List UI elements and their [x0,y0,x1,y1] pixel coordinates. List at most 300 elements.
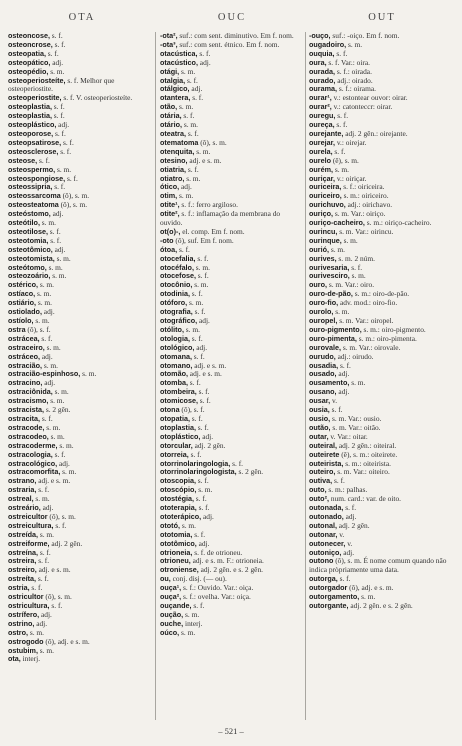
entry-definition: s. m. [179,66,196,76]
entry-headword: otário, [160,120,182,130]
entry-headword: ototomia, [160,529,193,539]
entry-definition: adj. 2 gên. e s. 2 gên. [198,565,263,575]
entry-headword: outão, [309,422,331,432]
entry-headword: osteopático, [8,57,51,67]
entry-headword: ouça¹, [160,583,182,593]
entry-definition: s. m. [52,387,69,397]
entry-headword: outorgante, [309,601,349,610]
entry-definition: s. f. [189,413,203,423]
entry-headword: outeiro, [309,467,336,477]
entry-definition: s. m. [179,520,196,530]
entry-headword: outoniço, [309,547,342,557]
entry-definition: conj. disj. (— ou). [170,574,227,584]
entry-headword: ouregu, [309,111,336,121]
entry-headword: ostubim, [8,645,38,655]
entry-headword: -ouço, [309,32,331,40]
entry-definition: s. m. [183,609,200,619]
entry-headword: ouriceiro, [309,191,342,201]
entry-headword: otorreia, [160,449,189,459]
dictionary-entry [8,655,153,664]
entry-definition: s. f. [177,244,190,254]
entry-definition: adj. 2 gên. [192,440,226,450]
entry-headword: ostracismo, [8,396,49,406]
entry-headword: ostíaco, [8,289,36,299]
entry-headword: outo², [309,494,329,504]
entry-headword: otim, [160,191,178,201]
entry-definition: s. f. [36,556,50,566]
entry-headword: ourichuvo, [309,200,346,210]
entry-headword: ouriço-cacheiro, [309,218,365,228]
entry-headword: ostricultor [8,592,44,602]
entry-headword: ótico, [160,182,180,192]
entry-headword: outorgamento, [309,592,360,602]
entry-definition: adj. e s. m. [36,565,71,575]
entry-definition: s. f. [47,226,61,236]
entry-definition: s. m. Var.: oirincu. [337,226,394,236]
entry-headword: osteossipria, [8,182,53,192]
entry-definition: v.: oiriçar. [334,173,367,183]
entry-headword: ougadoiro, [309,39,347,49]
entry-headword: ot(o)-, [160,226,181,236]
entry-headword: ostro, [8,627,28,637]
entry-definition: s. f. [45,48,59,58]
entry-headword: ourives, [309,253,337,263]
entry-headword: ostrino, [8,618,35,628]
entry-headword: otona [160,405,180,415]
entry-definition: s. m. [41,360,58,370]
entry-definition: adv. mod.: oiro-fio. [338,298,398,308]
entry-headword: otocefalia, [160,253,196,263]
entry-headword: ostráceo, [8,351,40,361]
entry-headword: ostracologia, [8,449,53,459]
entry-headword: otária, [160,111,182,121]
entry-headword: outonecer, [309,538,346,548]
entry-headword: otografia, [160,307,193,317]
entry-headword: ouche, [160,618,184,628]
header-left: OTA [68,12,96,23]
entry-headword: ostracode, [8,422,45,432]
entry-definition: s. f. [332,476,345,486]
entry-headword: osteótomo, [8,262,47,272]
entry-definition: s. f.: oirada. [334,66,372,76]
entry-headword: otombeira, [160,387,197,397]
entry-definition: s. m. [333,307,350,317]
entry-headword: osteopsatirose, [8,137,62,147]
entry-definition: s. f.: oiriceira. [341,182,385,192]
entry-headword: ostracomorfita, [8,467,61,477]
entry-headword: ousio, [309,413,331,423]
entry-headword: otostégia, [160,494,194,504]
entry-headword: ouro-pimenta, [309,333,357,343]
entry-headword: ourelo [309,155,331,165]
entry-headword: osteose, [8,155,38,165]
entry-headword: osteoncose, [8,32,50,40]
entry-definition: s. f. [195,476,209,486]
entry-headword: osteóstomo, [8,209,51,219]
entry-headword: osteossarcoma [8,191,61,201]
column-1 [8,32,153,720]
entry-definition: s. m. [80,369,97,379]
entry-definition: adj. [341,547,355,557]
entry-headword: ostiolado, [8,307,42,317]
entry-headword: otomicose, [160,396,198,406]
entry-headword: ourejar, [309,137,335,147]
entry-headword: ousar, [309,396,331,406]
entry-headword: ouça², [160,592,182,602]
entry-headword: osteospermo, [8,164,56,174]
entry-headword: ourejante, [309,128,344,138]
entry-definition: adj. e s. m. F.: otrioneia. [190,556,264,566]
entry-headword: ousadia, [309,360,339,370]
entry-definition: s. m. [181,120,198,130]
entry-headword: ótoa, [160,244,178,254]
entry-headword: otomão, [160,369,188,379]
entry-definition: adj. [189,84,203,94]
entry-headword: ostra [8,324,26,334]
entry-definition: s. f. [35,574,49,584]
entry-definition: s. m. [346,39,363,49]
entry-headword: otacústica, [160,48,198,58]
entry-headword: ostraceiro, [8,342,45,352]
entry-headword: otiatria, [160,164,186,174]
entry-definition: num. card.: var. de oito. [328,494,402,504]
running-headers [0,12,462,26]
entry-headword: otoscópio, [160,485,197,495]
entry-headword: outono [309,556,334,566]
entry-headword: osteospongiose, [8,173,66,183]
column-divider [155,32,156,720]
entry-headword: ostreicultura, [8,520,54,530]
entry-definition: s. m. [184,173,201,183]
entry-definition: s. m. Var.: oiropel. [337,316,394,325]
entry-headword: otomana, [160,351,192,361]
entry-definition: s. m. [37,529,54,539]
entry-definition: s. f. [39,413,53,423]
entry-definition: s. f. [51,111,65,121]
entry-headword: ostracião-espinhoso, [8,369,81,379]
entry-definition: s. f. [334,48,348,58]
entry-definition: adj. [336,387,350,397]
entry-definition: s. f. [335,111,349,121]
entry-headword: ourama, [309,84,337,94]
entry-headword: ourém, [309,164,333,174]
entry-definition: s. m. [192,280,209,290]
entry-headword: osteoncrose, [8,39,53,49]
entry-definition: s. f. [53,520,67,530]
entry-headword: ousia, [309,405,330,415]
entry-definition: suf.: -oiço. Em f. nom. [330,32,400,40]
entry-definition: s. f. [343,503,357,513]
entry-headword: otenquita, [160,146,195,156]
entry-headword: otrioneu, [160,556,191,566]
column-2 [160,32,303,720]
entry-headword: otrioneia, [160,547,193,557]
entry-definition: adj. [200,431,214,441]
entry-headword: otorrinolaringologista, [160,467,237,477]
entry-definition: suf.: com sent. diminutivo. Em f. nom. [177,32,294,40]
entry-definition: adj. [50,57,64,67]
entry-headword: ostracião, [8,360,42,370]
entry-definition: s. m. [54,253,71,263]
entry-definition: adj. [39,609,52,619]
entry-definition: s. m. [46,262,63,272]
entry-definition: s. m. [55,164,72,174]
entry-definition: adj. [57,458,70,468]
entry-definition: v. [330,396,338,406]
entry-headword: otologia, [160,333,190,343]
entry-headword: oúco, [160,627,180,637]
entry-headword: otite², [160,209,180,219]
entry-headword: ostiário, [8,298,36,308]
entry-headword: osteotilose, [8,226,48,236]
entry-definition: s. m. [194,146,211,156]
entry-headword: otomano, [160,360,193,370]
entry-definition: s. m. [35,298,52,308]
entry-headword: osteotômico, [8,244,53,254]
entry-definition: s. f.: Ouvido. Var.: oiça. [181,583,254,593]
entry-headword: osteozoário, [8,271,51,281]
entry-definition: adj. e s. m. [192,360,227,370]
entry-headword: osteosclerose, [8,146,59,156]
entry-definition: adj. [42,378,56,388]
entry-definition: (ô), s. f. [25,324,51,334]
entry-headword: ouro-fio, [309,298,339,308]
entry-definition: s. m. [183,324,200,334]
entry-headword: otográfico, [160,316,198,325]
entry-headword: ouriceira, [309,182,342,192]
entry-headword: ouriço, [309,209,333,219]
entry-headword: outo, [309,485,327,495]
entry-definition: adj. [201,511,214,521]
entry-definition: s. f. [49,32,63,40]
entry-definition: s. f. [197,396,211,406]
entry-headword: otológico, [160,342,195,352]
entry-headword: ostraciônida, [8,387,53,397]
entry-headword: oura, [309,57,327,67]
entry-definition: s. m. [44,342,61,352]
entry-definition: s. f. [332,146,346,156]
entry-definition: v. [345,538,353,548]
entry-headword: outonado, [309,511,344,521]
entry-definition: el. comp. Em f. nom. [180,226,245,236]
entry-headword: outeiral, [309,440,337,450]
entry-definition: v.: catonteccr: oirar. [331,102,393,112]
entry-definition: v.: estontear ouvor: oirar. [331,93,408,103]
entry-definition: s. f. [191,601,205,610]
entry-headword: ourolo, [309,307,334,317]
entry-definition: s. f. [185,75,198,85]
entry-definition: s. f. [337,574,351,584]
entry-definition: s. m. [341,235,358,245]
entry-headword: otite¹, [160,200,180,210]
entry-definition: (ô), s. m. [198,137,227,147]
entry-headword: ouro-pigmento, [309,324,362,334]
entry-headword: ourado, [309,75,336,85]
entry-definition: s. f. Var.: oira. [326,57,370,67]
entry-definition: adj. [179,182,192,192]
entry-definition: adj. [40,503,54,513]
entry-headword: ourudo, [309,351,336,361]
entry-definition: s. m.: oiro-pimenta. [356,333,417,343]
entry-headword: otocônio, [160,280,193,290]
entry-definition: adj.: oirado. [335,75,373,85]
entry-definition: s. m. [179,627,196,637]
entry-headword: osteopatia, [8,48,46,58]
entry-definition: adj. [41,307,55,317]
entry-headword: outorgador [309,583,348,593]
entry-headword: ou, [160,574,171,584]
entry-headword: outiva, [309,476,333,486]
entry-definition: s. f. [65,173,78,183]
entry-headword: -oto [160,235,174,245]
entry-definition: s. f. [36,485,50,495]
entry-definition: s. m. [37,280,54,290]
entry-definition: suf.: com sent. étnico. Em f. nom. [177,39,280,49]
entry-definition: (ô), s. m. [47,511,76,521]
entry-definition: s. f. [52,39,66,49]
entry-definition: s. 2 gên. [236,467,264,477]
entry-definition: v. [337,529,345,539]
entry-headword: ousamento, [309,378,350,388]
entry-headword: otorrinolaringologia, [160,458,231,468]
entry-headword: otesino, [160,155,188,165]
entry-headword: osteoperiosteíte, [8,75,66,85]
entry-definition: s. m.: oiriço-cacheiro. [364,218,432,228]
entry-headword: ototó, [160,520,180,530]
entry-definition: s. f. [193,494,207,504]
entry-definition: (ô), adj. e s. m. [43,636,90,646]
entry-headword: ourinque, [309,235,342,245]
entry-headword: ostérico, [8,280,38,290]
entry-definition: (ê), s. m. [330,155,359,165]
entry-definition: s. f. [37,547,51,557]
entry-definition: s. m. [177,102,194,112]
entry-definition: s. m. [44,422,61,432]
entry-definition: s. f. [49,601,63,610]
entry-definition: s. f. [39,333,53,343]
entry-definition: adj. [197,57,211,67]
entry-definition: s. f. [196,503,210,513]
entry-headword: otematoma [160,137,199,147]
entry-headword: otocéfalo, [160,262,194,272]
entry-definition: s. m. [60,467,77,477]
entry-headword: ousano, [309,387,337,397]
entry-definition: s. m.: oiteirista. [343,458,391,468]
entry-definition: interj. [20,654,41,664]
entry-headword: oteatra, [160,128,186,138]
entry-definition: (ô), suf. Em f. nom. [173,235,234,245]
entry-headword: -ota³, [160,39,178,49]
entry-headword: otocefose, [160,271,196,281]
entry-definition: s. f. [185,164,199,174]
entry-headword: -ota², [160,32,178,40]
entry-definition: (ô), s. m. [60,191,90,201]
entry-definition: s. f.: ovelha. Var.: oiça. [181,592,251,602]
entry-headword: outonada, [309,503,344,513]
entry-definition: s. f. [189,289,203,299]
entry-headword: ostreário, [8,503,41,513]
entry-headword: ourar², [309,102,332,112]
entry-definition: s. m. [39,218,56,228]
entry-definition: s. m. [50,271,67,281]
entry-headword: osteoporose, [8,128,54,138]
entry-headword: ostracológico, [8,458,58,468]
entry-definition: adj.: oirudo. [335,351,374,361]
entry-definition: s. 2 gên. [43,405,71,415]
entry-headword: otopatia, [160,413,190,423]
entry-headword: ostricultura, [8,601,50,610]
entry-definition: s. m.: oiro-pigmento. [361,324,426,334]
entry-definition: adj. 2 gên.: oirejante. [343,128,408,138]
entry-headword: otodinia, [160,289,190,299]
entry-definition: s. f. Melhor que osteoperiostite. [8,75,115,94]
entry-headword: ostria, [8,583,30,593]
entry-headword: ostracoderme, [8,440,58,450]
entry-definition: (ô), s. f. [179,405,205,415]
entry-headword: otóforo, [160,298,188,308]
entry-headword: otoplastia, [160,422,196,432]
entry-definition: s. m.: palhas. [326,485,368,495]
entry-headword: ourar¹, [309,93,332,103]
entry-headword: otão, [160,102,178,112]
entry-headword: outonar, [309,529,338,539]
entry-definition: adj.: oirichavo. [345,200,393,210]
entry-definition: v. Var.: oitar. [328,431,368,441]
entry-definition: adj. 2 gên.: oiteiral. [336,440,397,450]
entry-headword: osteoperiostite, [8,93,62,103]
entry-headword: otroniense, [160,565,199,575]
entry-headword: outonal, [309,520,337,530]
entry-headword: otalgia, [160,75,186,85]
entry-definition: s. m. [359,592,376,602]
entry-headword: ousado, [309,369,337,379]
entry-definition: interj. [183,618,203,628]
entry-headword: ostracista, [8,405,44,415]
entry-definition: s. f. [48,235,62,245]
entry-definition: s. m. Var.: oiro. [326,280,375,290]
entry-definition: s. f. [29,583,43,593]
entry-headword: osteosteatoma [8,200,59,210]
entry-definition: s. f. [51,102,65,112]
page-number: – 521 – [218,726,244,736]
entry-headword: ototerapia, [160,503,197,513]
entry-definition: s. f.: inflamação da membrana do ouvido. [160,209,281,228]
entry-headword: ouquia, [309,48,335,58]
dictionary-entry [309,602,456,611]
entry-headword: osteopédio, [8,66,49,76]
entry-headword: otoscopia, [160,476,196,486]
entry-definition: s. m. [196,485,213,495]
entry-definition: adj. [34,618,48,628]
entry-definition: s. f. [195,253,209,263]
entry-headword: otorcular, [160,440,193,450]
column-3 [309,32,456,720]
entry-definition: adj. [39,351,53,361]
entry-definition: s. f. V. osteoperiosteíte. [61,93,133,103]
entry-headword: ostreiro, [8,565,37,575]
entry-headword: ostrífero, [8,609,40,619]
entry-headword: ourió, [309,244,329,254]
entry-definition: s. f. [37,155,50,165]
entry-headword: otoplástico, [160,431,201,441]
entry-definition: s. m. [328,244,345,254]
entry-definition: s. f. [338,360,351,370]
entry-definition: s. f. [349,262,363,272]
entry-definition: adj. [336,369,350,379]
entry-definition: s. m. [48,66,65,76]
entry-definition: s. m. Var.: oirovale. [340,342,401,352]
entry-definition: adj. [194,342,208,352]
